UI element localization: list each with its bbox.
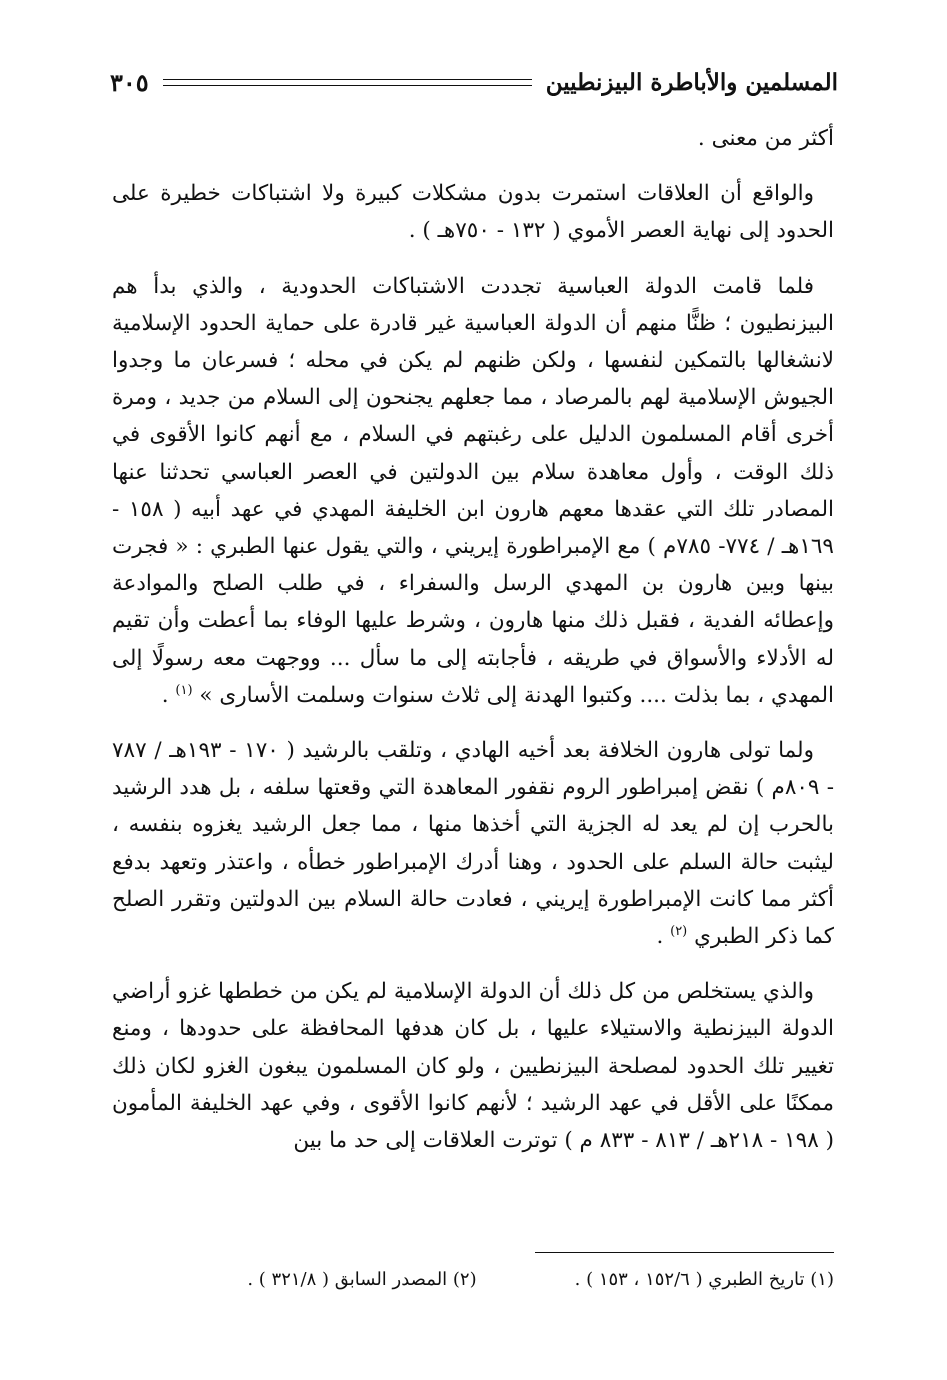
footnote-1: (١) تاريخ الطبري ( ١٥٢/٦ ، ١٥٣ ) . <box>574 1269 834 1290</box>
footnote-separator <box>535 1252 834 1253</box>
paragraph-5 <box>112 973 834 1159</box>
paragraph-text: فلما قامت الدولة العباسية تجددت الاشتباكات الحدودية ، والذي بدأ هم البيزنطيون ؛ ظنًّا منهم أن الدولة العباسية غير قادرة على حماية الحدود الإسلامية لانشغالها بالتمكين لنفسها ، ولكن ظنهم لم يكن في محله ؛ فسرعان ما وجدوا الجيوش الإسلامية لهم بالمرصاد ، مما جعلهم يجنحون إلى السلام من جديد ، ومرة أخرى أقام المسلمون الدليل على رغبتهم في السلام ، مع أنهم كانوا الأقوى في ذلك الوقت ، وأول معاهدة سلام بين الدولتين في العصر العباسي تحدثنا عنها المصادر تلك التي عقدها معهم هارون ابن الخليفة المهدي في عهد أبيه ( ١٥٨ - ١٦٩هـ / ٧٧٤- ٧٨٥م ) مع الإمبراطورة إيريني ، والتي يقول عنها الطبري : « فجرت بينها وبين هارون بن المهدي الرسل والسفراء ، في طلب الصلح والموادعة وإعطائه الفدية ، فقبل ذلك منها هارون ، وشرط عليها الوفاء بما أعطت وأن تقيم له الأدلاء والأسواق في طريقه ، فأجابته إلى ما سأل ... ووجهت معه رسولًا إلى المهدي ، بما بذلت .... وكتبوا الهدنة إلى ثلاث سنوات وسلمت الأسارى » <box>112 273 834 708</box>
footnotes <box>110 1266 834 1294</box>
paragraph-1 <box>112 120 834 157</box>
paragraph-text: والواقع أن العلاقات استمرت بدون مشكلات كبيرة ولا اشتباكات خطيرة على الحدود إلى نهاية العصر الأموي ( ١٣٢ - ٧٥٠هـ ) . <box>112 181 834 244</box>
paragraph-text: ولما تولى هارون الخلافة بعد أخيه الهادي ، وتلقب بالرشيد ( ١٧٠ - ١٩٣هـ / ٧٨٧ - ٨٠٩م ) نقض إمبراطور الروم نقفور المعاهدة التي وقعتها سلفه ، بل هدد الرشيد بالحرب إن لم يعد له الجزية التي أخذها منها ، مما جعل الرشيد يغزوه بنفسه ، ليثبت حالة السلم على الحدود ، وهنا أدرك الإمبراطور خطأه ، واعتذر وتعهد بدفع أكثر مما كانت الإمبراطورة إيريني ، فعادت حالة السلام بين الدولتين وتقرر الصلح كما ذكر الطبري <box>112 738 834 950</box>
footnote-ref-2[interactable]: (٢) <box>670 923 688 939</box>
page-number: ٣٠٥ <box>110 67 149 97</box>
paragraph-text: أكثر من معنى . <box>697 126 834 151</box>
body-text <box>112 120 834 1177</box>
header-double-rule <box>163 79 532 86</box>
paragraph-tail: . <box>161 682 176 708</box>
paragraph-2 <box>112 175 834 249</box>
footnote-2: (٢) المصدر السابق ( ٣٢١/٨ ) . <box>247 1269 477 1290</box>
page-header <box>110 62 838 102</box>
paragraph-tail: . <box>656 924 671 950</box>
paragraph-text: والذي يستخلص من كل ذلك أن الدولة الإسلامية لم يكن من خططها غزو أراضي الدولة البيزنطية والاستيلاء عليها ، بل كان هدفها المحافظة على حدودها ، ومنع تغيير تلك الحدود لمصلحة البيزنطيين ، ولو كان المسلمون يبغون الغزو لكان ذلك ممكنًا على الأقل في عهد الرشيد ؛ لأنهم كانوا الأقوى ، وفي عهد الخليفة المأمون ( ١٩٨ - ٢١٨هـ / ٨١٣ - ٨٣٣ م ) توترت العلاقات إلى حد ما بين <box>112 979 834 1154</box>
running-title: المسلمين والأباطرة البيزنطيين <box>545 68 838 96</box>
paragraph-3 <box>112 268 834 714</box>
footnote-ref-1[interactable]: (١) <box>175 682 193 698</box>
paragraph-4 <box>112 732 834 955</box>
